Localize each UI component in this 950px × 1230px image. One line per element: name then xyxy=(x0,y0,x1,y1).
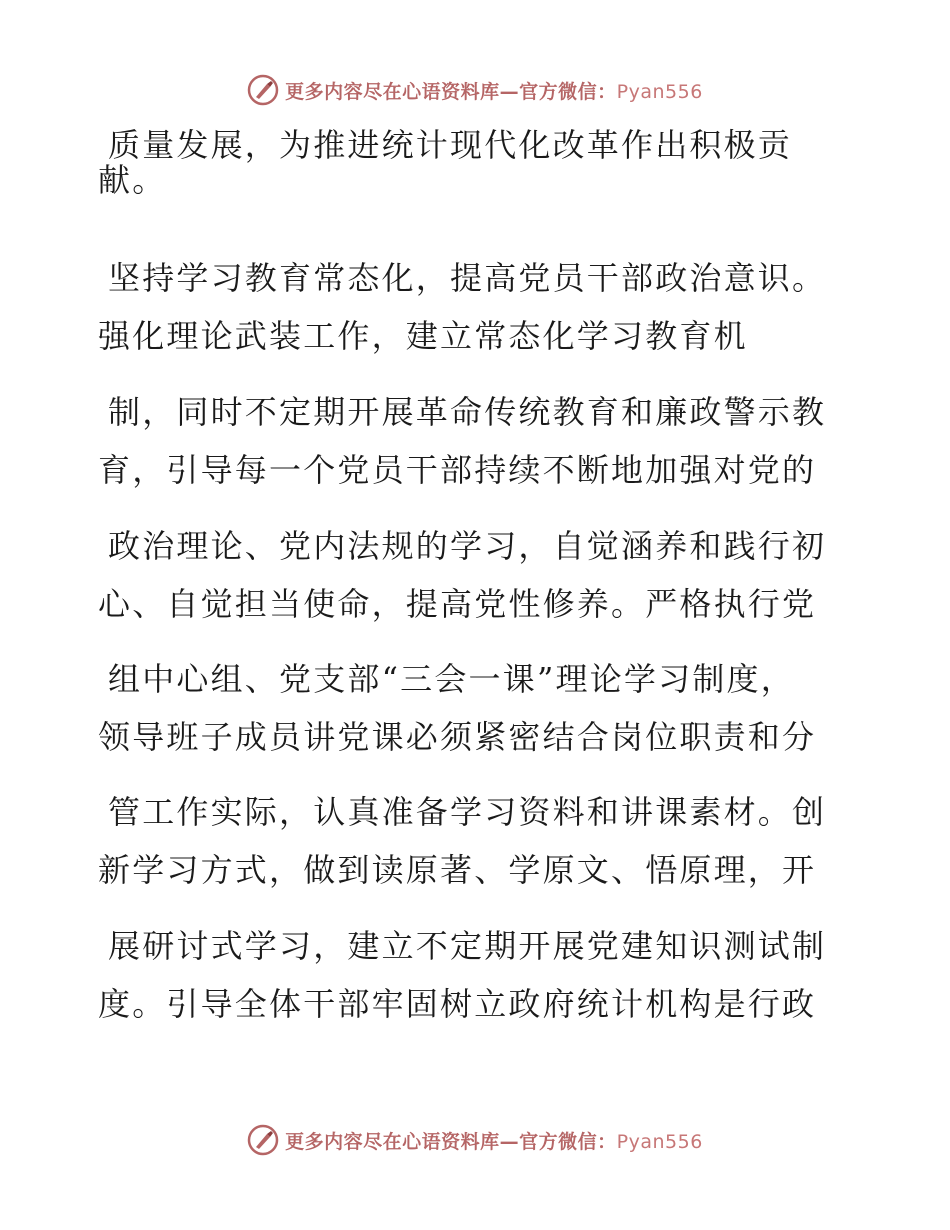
text-line: 管工作实际，认真准备学习资料和讲课素材。创 xyxy=(108,793,827,831)
watermark-handle: Pyan556 xyxy=(616,80,703,103)
text-line: 坚持学习教育常态化，提高党员干部政治意识。 xyxy=(108,259,827,297)
text-line: 度。引导全体干部牢固树立政府统计机构是行政 xyxy=(98,985,817,1023)
text-line: 强化理论武装工作，建立常态化学习教育机 xyxy=(98,317,748,355)
text-line: 新学习方式，做到读原著、学原文、悟原理，开 xyxy=(98,851,817,889)
pen-nib-logo-icon xyxy=(247,74,279,106)
text-line: 组中心组、党支部“三会一课”理论学习制度， xyxy=(108,660,795,698)
text-line: 制，同时不定期开展革命传统教育和廉政警示教 xyxy=(108,393,827,431)
footer-watermark xyxy=(0,1120,950,1160)
header-watermark xyxy=(0,70,950,110)
text-line: 展研讨式学习，建立不定期开展党建知识测试制 xyxy=(108,927,827,965)
pen-nib-logo-icon xyxy=(247,1124,279,1156)
text-line: 政治理论、党内法规的学习，自觉涵养和践行初 xyxy=(108,527,827,565)
text-line: 心、自觉担当使命，提高党性修养。严格执行党 xyxy=(98,585,817,623)
text-line: 育，引导每一个党员干部持续不断地加强对党的 xyxy=(98,451,817,489)
text-line: 质量发展，为推进统计现代化改革作出积极贡 xyxy=(108,126,793,164)
watermark-text: 更多内容尽在心语资料库—官方微信：Pyan556 xyxy=(285,1130,703,1153)
watermark-handle: Pyan556 xyxy=(616,1130,703,1153)
text-line: 领导班子成员讲党课必须紧密结合岗位职责和分 xyxy=(98,718,817,756)
watermark-text: 更多内容尽在心语资料库—官方微信：Pyan556 xyxy=(285,80,703,103)
text-line: 献。 xyxy=(98,161,167,199)
